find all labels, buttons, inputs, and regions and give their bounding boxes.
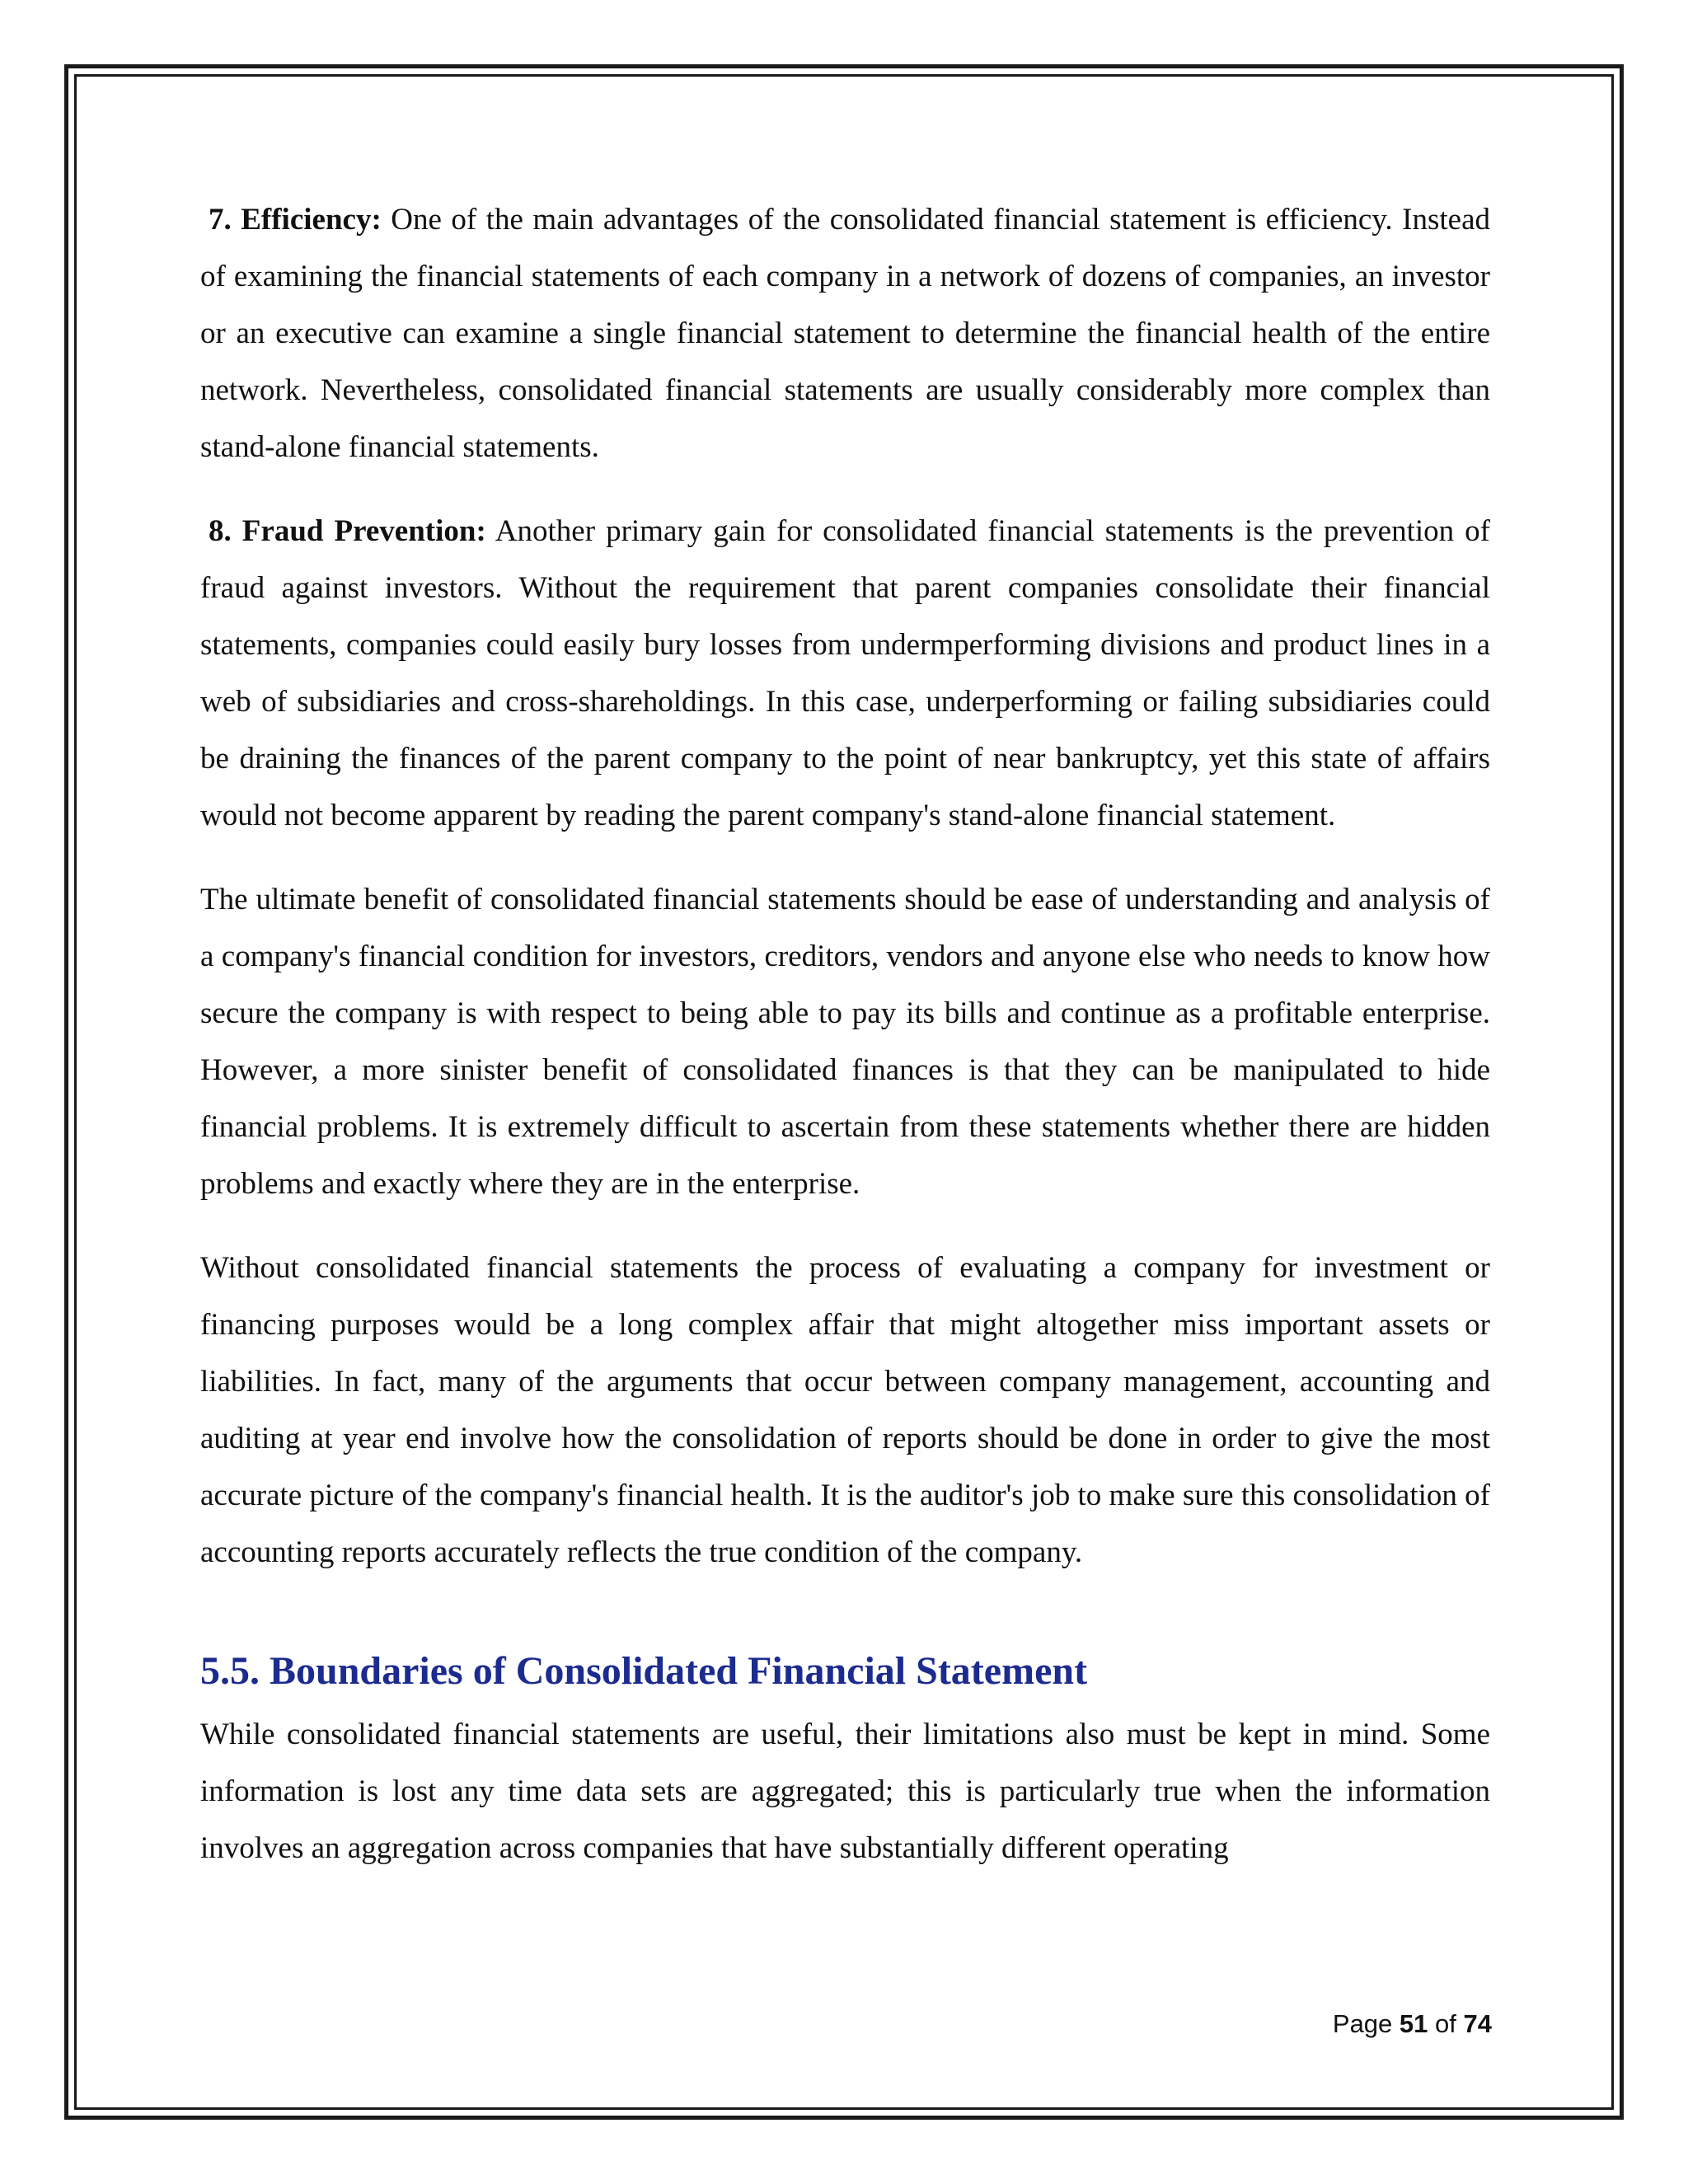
of-label: of — [1435, 2009, 1456, 2038]
section-heading: 5.5. Boundaries of Consolidated Financial Statement — [200, 1649, 1088, 1693]
page-number: 51 — [1399, 2009, 1428, 2038]
paragraph-text: One of the main advantages of the consolidated financial statement is efficiency. Instead of examining the financial statements of each company in a network of dozens of companies, an investor or an executive can examine a single financial statement to determine the financial health of the entire network. Nevertheless, consolidated financial statements are usually considerably more complex than stand-alone financial statements. — [200, 203, 1491, 464]
paragraph-text: Another primary gain for consolidated financial statements is the prevention of fraud against investors. Without the requirement that parent companies consolidate their financial statements, companies could easily bury losses from undermperforming divisions and product lines in a web of subsidiaries and cross-shareholdings. In this case, underperforming or failing subsidiaries could be draining the finances of the parent company to the point of near bankruptcy, yet this state of affairs would not become apparent by reading the parent company's stand-alone financial statement. — [200, 514, 1490, 832]
paragraph-text: The ultimate benefit of consolidated financial statements should be ease of understanding and analysis of a company's financial condition for investors, creditors, vendors and anyone else who needs to know how secure the company is with respect to being able to pay its bills and continue as a profitable enterprise. However, a more sinister benefit of consolidated finances is that they can be manipulated to hide financial problems. It is extremely difficult to ascertain from these statements whether there are hidden problems and exactly where they are in the enterprise. — [200, 883, 1490, 1201]
paragraph-ultimate-benefit — [200, 871, 1490, 1212]
paragraph-fraud-prevention — [200, 503, 1490, 844]
total-pages: 74 — [1463, 2009, 1492, 2038]
paragraph-lead: 8. Fraud Prevention: — [209, 514, 486, 548]
page-content — [200, 191, 1490, 1904]
paragraph-without-consolidated — [200, 1240, 1490, 1581]
page-label: Page — [1332, 2009, 1393, 2038]
paragraph-efficiency — [200, 191, 1490, 476]
page-number-footer — [1333, 2009, 1492, 2039]
paragraph-text: Without consolidated financial statements the process of evaluating a company for investment or financing purposes would be a long complex affair that might altogether miss important assets or liabilities. In fact, many of the arguments that occur between company management, accounting and auditing at year end involve how the consolidation of reports should be done in order to give the most accurate picture of the company's financial health. It is the auditor's job to make sure this consolidation of accounting reports accurately reflects the true condition of the company. — [200, 1251, 1490, 1569]
paragraph-text: While consolidated financial statements are useful, their limitations also must be kept in mind. Some information is lost any time data sets are aggregated; this is particularly true when the information involves an aggregation across companies that have substantially different operating — [200, 1718, 1490, 1865]
paragraph-lead: 7. Efficiency: — [209, 203, 382, 237]
paragraph-boundaries — [200, 1706, 1490, 1877]
